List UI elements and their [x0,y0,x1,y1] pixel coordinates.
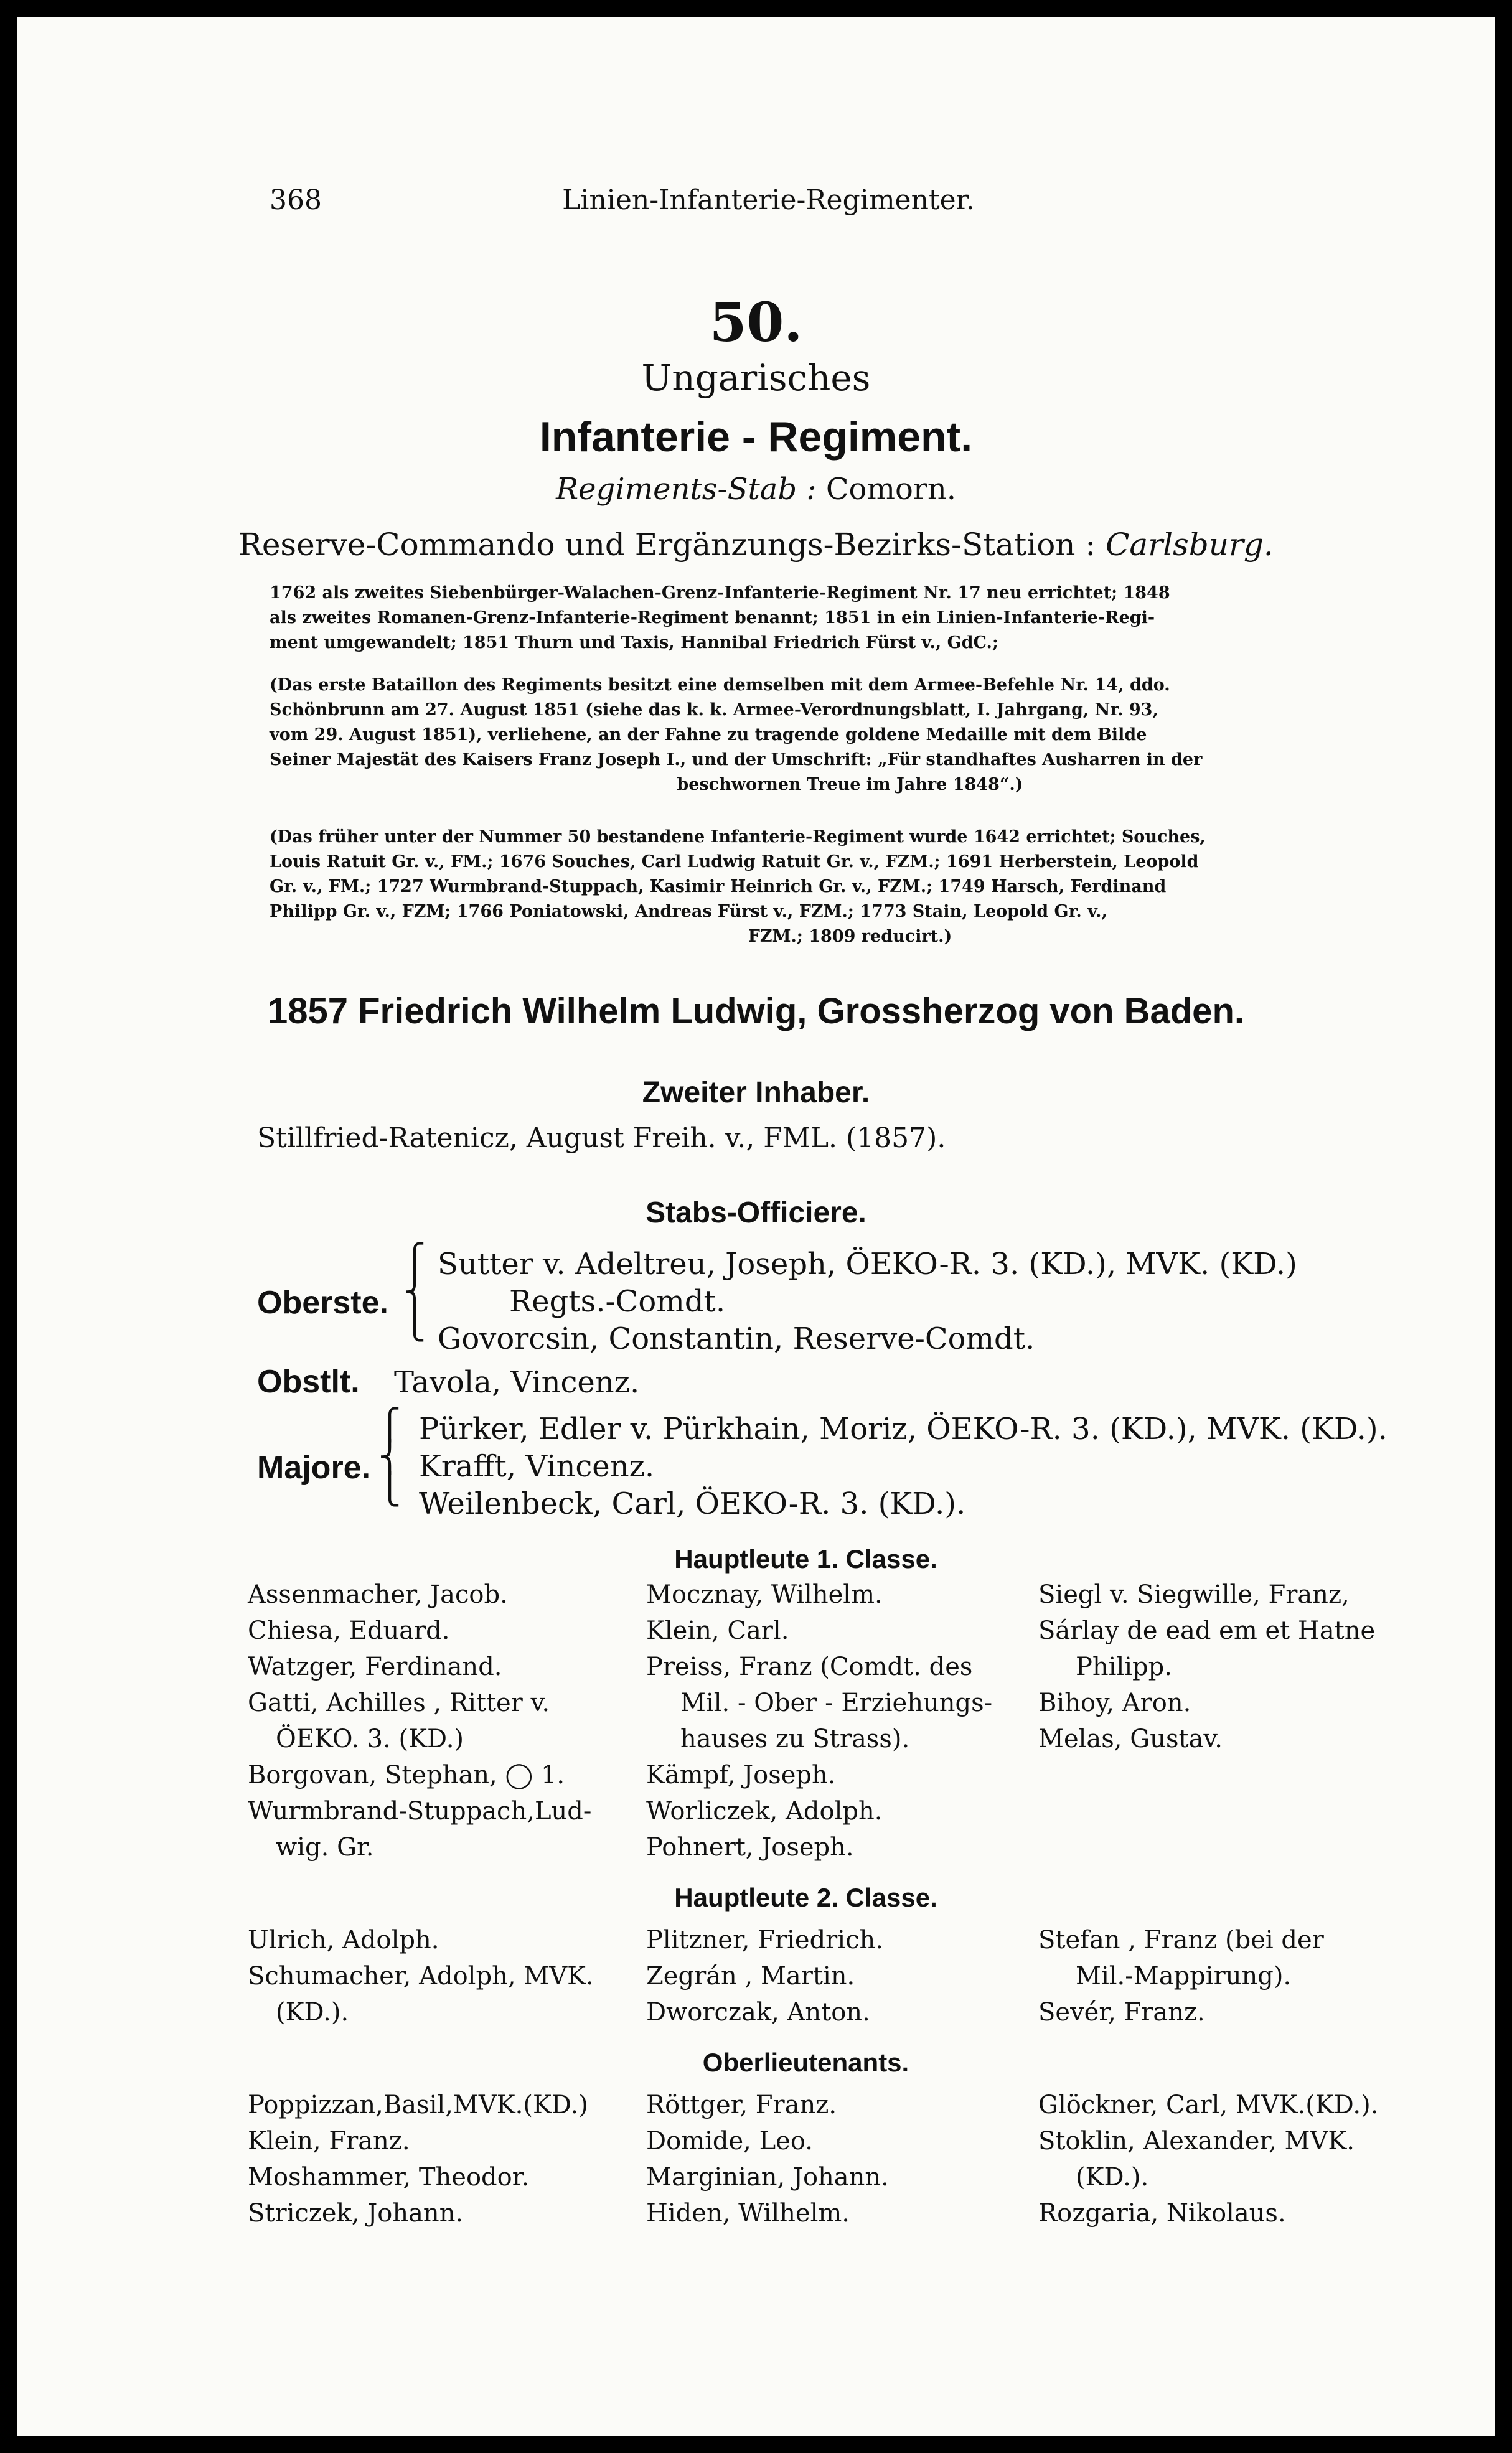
list-item: Röttger, Franz. [646,2091,837,2119]
list-item: Domide, Leo. [646,2127,813,2155]
majore-entry: Weilenbeck, Carl, ÖEKO-R. 3. (KD.). [419,1486,966,1521]
oberste-label: Oberste. [257,1285,388,1321]
oberste-entry: Sutter v. Adeltreu, Joseph, ÖEKO-R. 3. (KD.), MVK. (KD.) [438,1247,1297,1282]
hauptleute-1-column-3 [1038,1577,1375,1757]
list-item: ÖEKO. 3. (KD.) [276,1725,464,1753]
history-line: 1762 als zweites Siebenbürger-Walachen-Grenz-Infanterie-Regiment Nr. 17 neu errichtet; 1848 [270,583,1170,603]
list-item: Mil. - Ober - Erziehungs- [680,1689,993,1717]
list-item: Stoklin, Alexander, MVK. [1038,2127,1355,2155]
brace-icon: ⎧ ⎨ ⎩ [403,1242,426,1342]
list-item: Klein, Carl. [646,1616,789,1645]
list-item: Moshammer, Theodor. [248,2163,530,2192]
history-paragraph-1 [270,581,1430,655]
list-item: (KD.). [276,1998,349,2027]
reserve-station [17,527,1495,563]
list-item: Assenmacher, Jacob. [248,1580,508,1609]
list-item: Bihoy, Aron. [1038,1689,1191,1717]
list-item: Gatti, Achilles , Ritter v. [248,1689,550,1717]
history-line: vom 29. August 1851), verliehene, an der Fahne zu tragende goldene Medaille mit dem Bilde [270,725,1147,744]
list-item: Philipp. [1076,1653,1172,1681]
list-item: Striczek, Johann. [248,2199,464,2228]
regiment-stab [17,472,1495,507]
history-line: FZM.; 1809 reducirt.) [748,927,952,946]
history-paragraph-3 [270,825,1430,949]
list-item: wig. Gr. [276,1833,374,1862]
list-item: Rozgaria, Nikolaus. [1038,2199,1286,2228]
history-line: Philipp Gr. v., FZM; 1766 Poniatowski, Andreas Fürst v., FZM.; 1773 Stain, Leopold Gr. v., [270,902,1107,921]
regiment-type: Infanterie - Regiment. [539,413,973,461]
stabs-officiere-heading: Stabs-Officiere. [646,1196,866,1229]
majore-entry: Krafft, Vincenz. [419,1449,655,1484]
history-line: ment umgewandelt; 1851 Thurn und Taxis, Hannibal Friedrich Fürst v., GdC.; [270,633,998,652]
list-item: Wurmbrand-Stuppach,Lud- [248,1797,592,1826]
history-line: Seiner Majestät des Kaisers Franz Joseph I., und der Umschrift: „Für standhaftes Ausharren in der [270,750,1203,769]
obstlt-entry: Tavola, Vincenz. [394,1365,640,1400]
zweiter-inhaber-name: Stillfried-Ratenicz, August Freih. v., FML. (1857). [257,1122,946,1154]
history-line: Schönbrunn am 27. August 1851 (siehe das k. k. Armee-Verordnungsblatt, I. Jahrgang, Nr. 93, [270,700,1158,720]
stab-place: Comorn. [825,472,956,507]
hauptleute-2-column-1 [248,1922,594,2030]
majore-label: Majore. [257,1450,371,1486]
list-item: Glöckner, Carl, MVK.(KD.). [1038,2091,1379,2119]
history-line: als zweites Romanen-Grenz-Infanterie-Regiment benannt; 1851 in ein Linien-Infanterie-Regi- [270,608,1155,627]
list-item: Sevér, Franz. [1038,1998,1205,2027]
list-item: Zegrán , Martin. [646,1962,855,1991]
list-item: Schumacher, Adolph, MVK. [248,1962,594,1991]
list-item: Watzger, Ferdinand. [248,1653,502,1681]
oberste-entry: Regts.-Comdt. [509,1284,726,1319]
majore-entry: Pürker, Edler v. Pürkhain, Moriz, ÖEKO-R. 3. (KD.), MVK. (KD.). [419,1412,1388,1447]
stab-label: Regiments-Stab : [556,472,817,507]
scanned-page [17,17,1495,2436]
list-item: Borgovan, Stephan, ◯ 1. [248,1761,565,1789]
reserve-place: Carlsburg. [1106,527,1274,563]
running-title: Linien-Infanterie-Regimenter. [562,184,975,216]
list-item: Melas, Gustav. [1038,1725,1223,1753]
oberlieutenants-heading: Oberlieutenants. [702,2048,909,2077]
list-item: Kämpf, Joseph. [646,1761,836,1789]
list-item: Pohnert, Joseph. [646,1833,854,1862]
hauptleute-1-heading: Hauptleute 1. Classe. [674,1544,937,1574]
list-item: Ulrich, Adolph. [248,1926,439,1954]
history-line: (Das erste Bataillon des Regiments besitzt eine demselben mit dem Armee-Befehle Nr. 14, ddo. [270,675,1170,695]
list-item: Sárlay de ead em et Hatne [1038,1616,1376,1645]
obstlt-label: Obstlt. [257,1364,360,1400]
history-paragraph-2 [270,673,1430,797]
list-item: Chiesa, Eduard. [248,1616,450,1645]
oberlieutenants-column-1 [248,2087,588,2231]
list-item: Stefan , Franz (bei der [1038,1926,1324,1954]
list-item: Plitzner, Friedrich. [646,1926,883,1954]
list-item: Marginian, Johann. [646,2163,889,2192]
oberlieutenants-column-3 [1038,2087,1378,2231]
list-item: Mocznay, Wilhelm. [646,1580,883,1609]
list-item: Poppizzan,Basil,MVK.(KD.) [248,2091,588,2119]
zweiter-inhaber-heading: Zweiter Inhaber. [642,1076,870,1109]
list-item: Klein, Franz. [248,2127,410,2155]
reserve-label: Reserve-Commando und Ergänzungs-Bezirks-Station : [238,527,1096,563]
history-line: beschwornen Treue im Jahre 1848“.) [677,775,1023,794]
oberlieutenants-column-2 [646,2087,889,2231]
oberste-entry: Govorcsin, Constantin, Reserve-Comdt. [438,1321,1035,1356]
hauptleute-2-column-3 [1038,1922,1324,2030]
history-line: (Das früher unter der Nummer 50 bestandene Infanterie-Regiment wurde 1642 errichtet; Souches, [270,827,1206,847]
list-item: Hiden, Wilhelm. [646,2199,850,2228]
regiment-number: 50. [709,291,803,354]
history-line: Louis Ratuit Gr. v., FM.; 1676 Souches, Carl Ludwig Ratuit Gr. v., FZM.; 1691 Herberstein, Leopold [270,852,1199,871]
list-item: Siegl v. Siegwille, Franz, [1038,1580,1350,1609]
list-item: hauses zu Strass). [680,1725,910,1753]
list-item: Dworczak, Anton. [646,1998,870,2027]
list-item: Mil.-Mappirung). [1076,1962,1292,1991]
hauptleute-1-column-1 [248,1577,591,1865]
regiment-nationality: Ungarisches [641,357,871,399]
brace-icon: ⎧ ⎨ ⎩ [378,1407,401,1507]
page-number: 368 [270,184,322,216]
history-line: Gr. v., FM.; 1727 Wurmbrand-Stuppach, Kasimir Heinrich Gr. v., FZM.; 1749 Harsch, Ferdinand [270,877,1167,896]
hauptleute-1-column-2 [646,1577,992,1865]
list-item: (KD.). [1076,2163,1149,2192]
hauptleute-2-heading: Hauptleute 2. Classe. [674,1883,937,1912]
list-item: Preiss, Franz (Comdt. des [646,1653,973,1681]
list-item: Worliczek, Adolph. [646,1797,883,1826]
hauptleute-2-column-2 [646,1922,883,2030]
inhaber: 1857 Friedrich Wilhelm Ludwig, Grossherzog von Baden. [267,991,1244,1031]
